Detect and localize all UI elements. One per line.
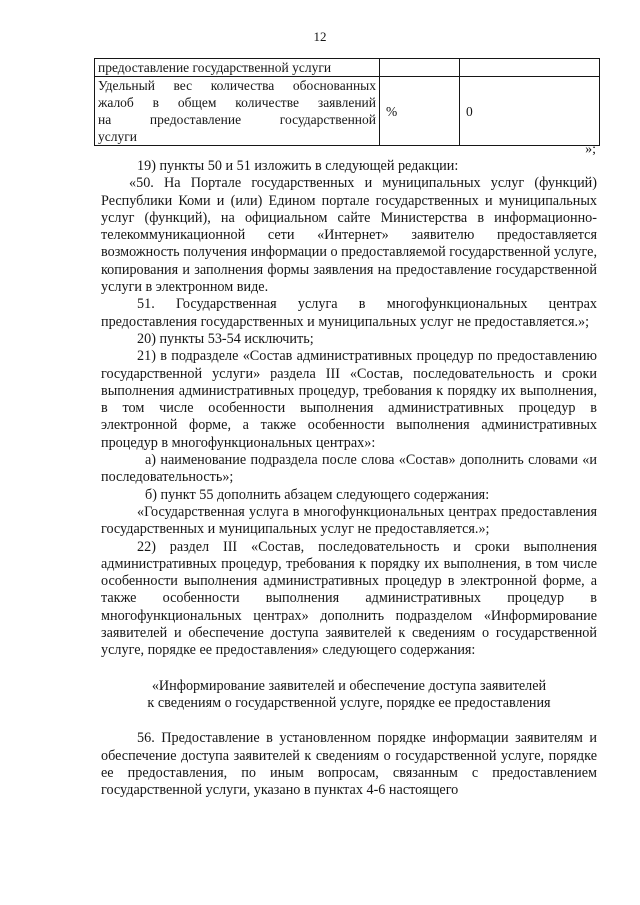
closing-quote: »; (585, 142, 596, 157)
paragraph: «50. На Портале государственных и муниципальных услуг (функций) Республики Коми и (или) Едином портале государственных и муниципальных услуг (функций), на официальном сайте Министерства в информационно-телекоммуникационной сети «Интернет» заявителю предоставляется возможность получения информации о предоставляемой государственной услуге, копирования и заполнения формы заявления на предоставление государственной услуги в электронном виде. (101, 175, 597, 296)
page-number: 12 (313, 29, 327, 44)
paragraph: 21) в подразделе «Состав административных процедур по предоставлению государственной услуги» раздела III «Состав, последовательность и сроки выполнения административных процедур, требования к порядку их выполнения, в том числе особенности выполнения административных процедур в электронной форме, а также особенности выполнения административных процедур в многофункциональных центрах»: (101, 348, 597, 451)
table-cell-line: Удельный вес количества обоснованных (98, 78, 376, 93)
paragraph: «Государственная услуга в многофункциональных центрах предоставления государственных и муниципальных услуг не предоставляется.»; (101, 503, 597, 538)
paragraph: 51. Государственная услуга в многофункциональных центрах предоставления государственных и муниципальных услуг не предоставляется.»; (101, 296, 597, 330)
table-cell-value (460, 59, 600, 77)
table-cell-indicator: предоставление государственной услуги (95, 59, 380, 77)
table-cell-line: на предоставление государственной (98, 112, 376, 127)
paragraph: 20) пункты 53-54 исключить; (137, 330, 314, 347)
section-heading-line: к сведениям о государственной услуге, порядке ее предоставления (147, 694, 551, 711)
paragraph: 22) раздел III «Состав, последовательность и сроки выполнения административных процедур, требования к порядку их выполнения, в том числе особенности выполнения административных процедур в электронной форме, а также особенности выполнения административных процедур в многофункциональных центрах» дополнить подразделом «Информирование заявителей и обеспечение доступа заявителей к сведениям о государственной услуге, порядке ее предоставления» следующего содержания: (101, 538, 597, 659)
paragraph: б) пункт 55 дополнить абзацем следующего содержания: (145, 486, 490, 503)
table-cell-unit (380, 59, 460, 77)
paragraph: 56. Предоставление в установленном порядке информации заявителям и обеспечение доступа заявителей к сведениям о государственной услуге, порядке ее предоставления, по иным вопросам, связанным с предоставлением государственной услуги, указано в пунктах 4-6 настоящего (101, 730, 597, 799)
table-cell-unit: % (380, 77, 460, 146)
document-body (101, 158, 597, 799)
paragraph: а) наименование подраздела после слова «Состав» дополнить словами «и последовательность»; (101, 452, 597, 486)
table-row (95, 77, 600, 146)
indicator-table (94, 58, 600, 146)
table-cell-indicator (95, 77, 380, 146)
table-cell-value: 0 (460, 77, 600, 146)
paragraph: 19) пункты 50 и 51 изложить в следующей редакции: (137, 158, 459, 174)
table-cell-line: услуги (98, 129, 137, 144)
table-row (95, 59, 600, 77)
table-cell-line: жалоб в общем количестве заявлений (98, 95, 376, 110)
section-heading-line: «Информирование заявителей и обеспечение доступа заявителей (151, 677, 547, 694)
